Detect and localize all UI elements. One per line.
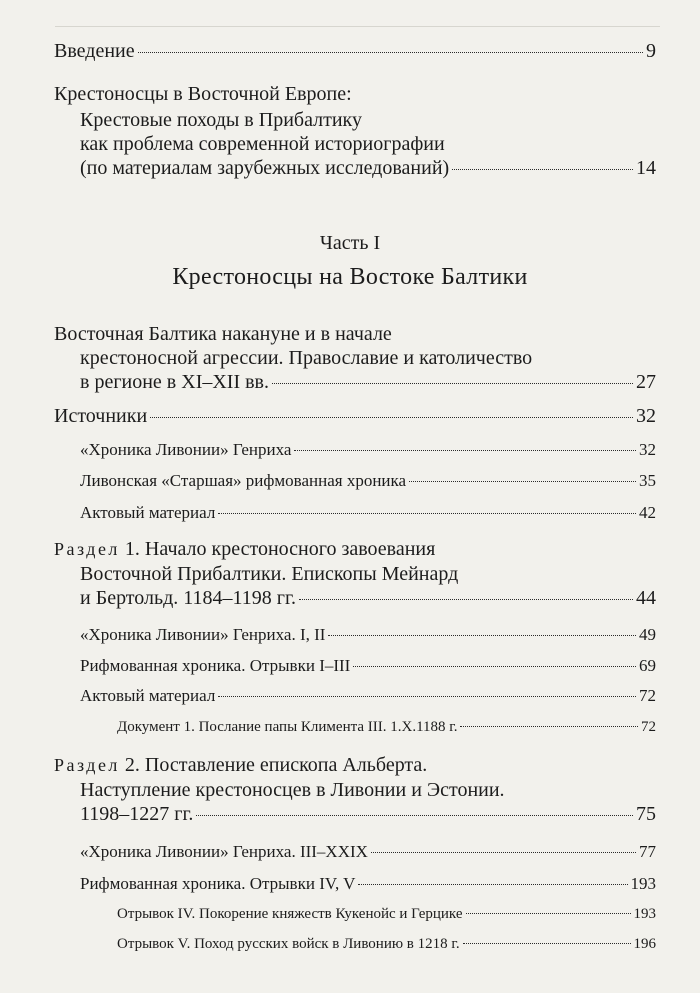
toc-entry-rhymed-1-3[interactable] [80,656,656,676]
section-label: Раздел [54,539,120,559]
toc-entry-acts[interactable] [80,503,656,523]
toc-entry-title: «Хроника Ливонии» Генриха. III–XXIX [80,842,368,861]
section-label: Раздел [54,755,120,775]
leader-dots [218,513,636,514]
toc-entry-title: Источники [54,405,148,427]
toc-entry-document-1[interactable] [117,719,656,736]
toc-entry-title: Актовый материал [80,686,216,705]
toc-entry-title: Документ 1. Послание папы Климента III. 1.X.1188 г. [117,719,458,735]
toc-entry-sources[interactable] [54,405,656,428]
toc-entry-baltic-2: крестоносной агрессии. Православие и католичество [80,347,533,369]
leader-dots [358,884,627,885]
toc-entry-title: Отрывок IV. Покорение княжеств Кукенойс и Герцике [117,906,463,922]
part-title: Крестоносцы на Востоке Балтики [172,264,528,290]
toc-entry-page: 72 [641,719,656,735]
toc-entry-title: (по материалам зарубежных исследований) [80,157,450,179]
leader-dots [463,943,631,944]
toc-entry-henry-3-29[interactable] [80,842,656,862]
toc-entry-title: в регионе в XI–XII вв. [80,371,270,393]
toc-entry-title: Рифмованная хроника. Отрывки I–III [80,656,351,675]
leader-dots [294,450,636,451]
toc-entry-baltic-last[interactable] [80,371,656,394]
leader-dots [138,52,643,53]
toc-entry-acts-s1[interactable] [80,686,656,706]
leader-dots [371,852,636,853]
toc-entry-baltic-1[interactable]: Восточная Балтика накануне и в начале [54,323,392,345]
toc-entry-page: 72 [639,686,656,705]
toc-entry-henry-1-2[interactable] [80,625,656,645]
toc-entry-title: 1198–1227 гг. [80,803,194,825]
leader-dots [196,815,633,816]
toc-entry-page: 69 [639,656,656,675]
toc-entry-henry-chronicle[interactable] [80,440,656,460]
toc-section1-last[interactable] [80,587,656,610]
toc-entry-page: 44 [636,587,656,609]
toc-section2-last[interactable] [80,803,656,826]
toc-entry-title: «Хроника Ливонии» Генриха [80,440,292,459]
leader-dots [299,599,633,600]
toc-entry-page: 35 [639,471,656,490]
toc-entry-intro[interactable] [54,40,656,63]
leader-dots [272,383,633,384]
toc-section1-line-1[interactable] [54,538,435,561]
toc-entry-page: 14 [636,157,656,179]
toc-entry-rhymed-chronicle[interactable] [80,471,656,491]
top-divider [55,16,660,27]
toc-entry-page: 77 [639,842,656,861]
toc-entry-crusaders-last[interactable] [80,157,656,180]
leader-dots [460,726,638,727]
toc-entry-title: Актовый материал [80,503,216,522]
leader-dots [328,635,636,636]
toc-entry-title: Ливонская «Старшая» рифмованная хроника [80,471,407,490]
toc-entry-page: 27 [636,371,656,393]
part-label: Часть I [319,232,381,254]
toc-entry-page: 193 [630,874,656,893]
section-title: 2. Поставление епископа Альберта. [124,754,428,776]
toc-entry-page: 9 [646,40,656,62]
toc-section2-line-1[interactable] [54,754,427,777]
toc-entry-crusaders-title[interactable]: Крестоносцы в Восточной Европе: [54,83,352,105]
toc-entry-title: Рифмованная хроника. Отрывки IV, V [80,874,356,893]
toc-entry-page: 75 [636,803,656,825]
toc-entry-page: 49 [639,625,656,644]
toc-entry-page: 42 [639,503,656,522]
toc-entry-page: 193 [633,906,656,922]
toc-entry-page: 32 [636,405,656,427]
toc-section2-line-2: Наступление крестоносцев в Ливонии и Эстонии. [80,779,505,801]
toc-entry-crusaders-subtitle-2: как проблема современной историографии [80,133,445,155]
toc-entry-rhymed-4-5[interactable] [80,874,656,894]
toc-entry-title: Введение [54,40,135,62]
toc-entry-page: 32 [639,440,656,459]
toc-entry-title: «Хроника Ливонии» Генриха. I, II [80,625,326,644]
toc-entry-page: 196 [633,936,656,952]
leader-dots [466,913,631,914]
section-title: 1. Начало крестоносного завоевания [124,538,436,560]
toc-entry-crusaders-subtitle-1: Крестовые походы в Прибалтику [80,109,362,131]
leader-dots [452,169,633,170]
leader-dots [409,481,636,482]
leader-dots [150,417,633,418]
leader-dots [218,696,636,697]
toc-entry-fragment-5[interactable] [117,936,656,953]
leader-dots [353,666,636,667]
toc-entry-fragment-4[interactable] [117,906,656,923]
toc-entry-title: и Бертольд. 1184–1198 гг. [80,587,296,609]
toc-entry-title: Отрывок V. Поход русских войск в Ливонию в 1218 г. [117,936,460,952]
toc-section1-line-2: Восточной Прибалтики. Епископы Мейнард [80,563,459,585]
